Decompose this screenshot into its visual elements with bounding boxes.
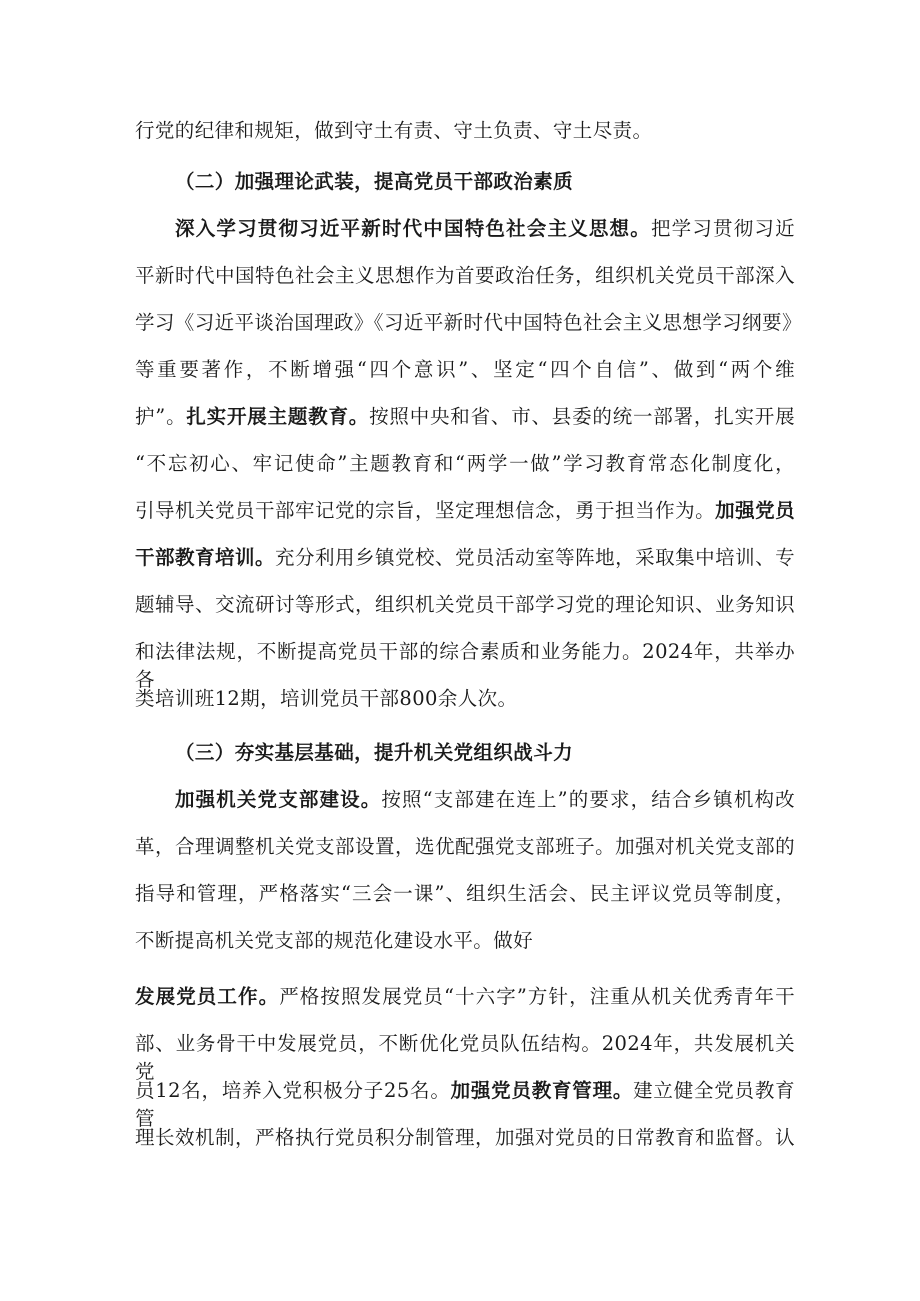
paragraph-line [135, 983, 795, 1011]
bold-lead: 加强党员 [715, 499, 795, 522]
text-run: 把学习贯彻习近 [650, 217, 795, 240]
paragraph-line [135, 262, 795, 290]
section-heading-3 [175, 739, 795, 767]
paragraph-line [135, 497, 795, 525]
paragraph-line [135, 927, 795, 955]
text-run: 革，合理调整机关党支部设置，选优配强党支部班子。加强对机关党支部的 [135, 835, 795, 858]
paragraph-line [135, 1030, 795, 1083]
text-run: 和法律法规，不断提高党员干部的综合素质和业务能力。2024年，共举办各 [135, 640, 795, 691]
section-heading-2 [175, 168, 795, 196]
paragraph-line [175, 786, 795, 814]
bold-lead: 深入学习贯彻习近平新时代中国特色社会主义思想。 [175, 217, 651, 240]
paragraph-line [135, 638, 795, 691]
text-run: 类培训班12期，培训党员干部800余人次。 [135, 687, 518, 710]
bold-lead: 发展党员工作。 [135, 985, 280, 1008]
paragraph-line [135, 833, 795, 861]
text-run: 题辅导、交流研讨等形式，组织机关党员干部学习党的理论知识、业务知识 [135, 593, 795, 616]
bold-lead: 加强党员教育管理。 [450, 1079, 634, 1102]
text-run: 部、业务骨干中发展党员，不断优化党员队伍结构。2024年，共发展机关党 [135, 1032, 795, 1083]
text-run: 按照“支部建在连上”的要求，结合乡镇机构改 [381, 788, 795, 811]
paragraph-line [135, 117, 655, 145]
text-run: 理长效机制，严格执行党员积分制管理，加强对党员的日常教育和监督。认 [135, 1126, 795, 1149]
text-run: 引导机关党员干部牢记党的宗旨，坚定理想信念，勇于担当作为。 [135, 499, 716, 522]
paragraph-line [175, 215, 795, 243]
paragraph-line [135, 1077, 795, 1130]
text-run: 严格按照发展党员“十六字”方针，注重从机关优秀青年干 [279, 985, 795, 1008]
paragraph-line [135, 591, 795, 619]
text-run: 按照中央和省、市、县委的统一部署，扎实开展 [369, 405, 796, 428]
text-run: 员12名，培养入党积极分子25名。 [135, 1079, 451, 1102]
text-run: 不断提高机关党支部的规范化建设水平。做好 [135, 929, 534, 952]
text-run: 平新时代中国特色社会主义思想作为首要政治任务，组织机关党员干部深入 [135, 264, 795, 287]
bold-lead: 加强机关党支部建设。 [175, 788, 382, 811]
text-run: 行党的纪律和规矩，做到守土有责、守土负责、守土尽责。 [135, 119, 653, 142]
text-run: 指导和管理，严格落实“三会一课”、组织生活会、民主评议党员等制度， [135, 882, 795, 905]
paragraph-line [135, 403, 795, 431]
heading-text: （二）加强理论武装，提高党员干部政治素质 [175, 170, 574, 193]
text-run: 护”。 [135, 405, 187, 428]
paragraph-line [135, 450, 795, 478]
text-run: 等重要著作，不断增强“四个意识”、坚定“四个自信”、做到“两个维 [135, 358, 795, 381]
text-run: “不忘初心、牢记使命”主题教育和“两学一做”学习教育常态化制度化， [135, 452, 795, 475]
text-run: 学习《习近平谈治国理政》《习近平新时代中国特色社会主义思想学习纲要》 [135, 311, 802, 334]
paragraph-line [135, 309, 802, 337]
text-run: 建立健全党员教育管 [135, 1079, 795, 1130]
paragraph-line [135, 1124, 795, 1152]
paragraph-line [135, 685, 795, 713]
text-run: 充分利用乡镇党校、党员活动室等阵地，采取集中培训、专 [275, 546, 795, 569]
paragraph-line [135, 544, 795, 572]
paragraph-line [135, 880, 795, 908]
bold-lead: 扎实开展主题教育。 [186, 405, 370, 428]
heading-text: （三）夯实基层基础，提升机关党组织战斗力 [175, 741, 574, 764]
bold-lead: 干部教育培训。 [135, 546, 276, 569]
paragraph-line [135, 356, 795, 384]
